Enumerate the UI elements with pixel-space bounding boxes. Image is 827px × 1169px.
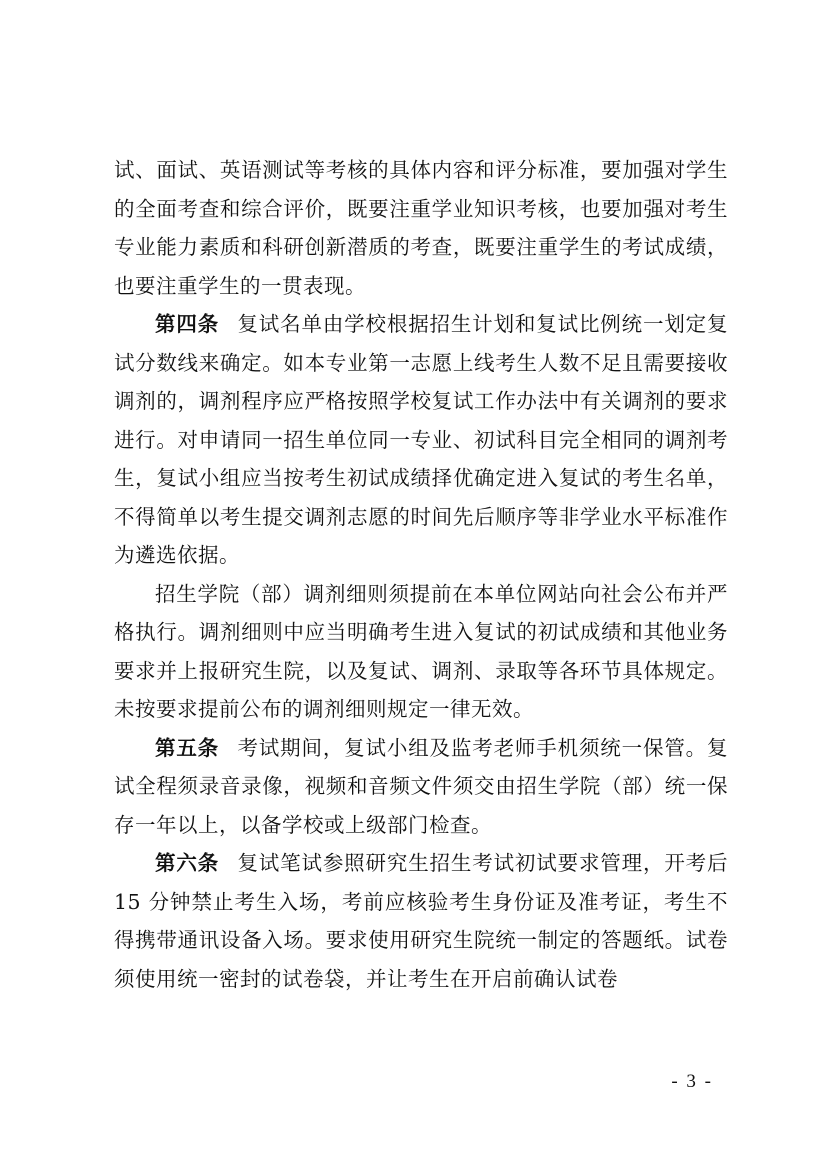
article-text: 复试名单由学校根据招生计划和复试比例统一划定复试分数线来确定。如本专业第一志愿上线考生人数不足且需要接收调剂的，调剂程序应严格按照学校复试工作办法中有关调剂的要求进行。对申请同一招生单位同一专业、初试科目完全相同的调剂考生，复试小组应当按考生初试成绩择优确定进入复试的考生名单，不得简单以考生提交调剂志愿的时间先后顺序等非学业水平标准作为遴选依据。 [114,312,729,567]
article-6 [114,844,728,998]
article-label: 第四条 [155,312,220,336]
article-label: 第五条 [155,735,220,760]
paragraph-adjustment-rules [114,575,728,729]
article-5 [114,729,728,845]
paragraph-continued [114,151,728,305]
article-text: 考试期间，复试小组及监考老师手机须统一保管。复试全程须录音录像，视频和音频文件须交由招生学院（部）统一保存一年以上，以备学校或上级部门检查。 [114,735,729,837]
body-text [114,151,728,998]
paragraph-text: 试、面试、英语测试等考核的具体内容和评分标准，要加强对学生的全面考查和综合评价，既要注重学业知识考核，也要加强对考生专业能力素质和科研创新潜质的考查，既要注重学生的考试成绩，也要注重学生的一贯表现。 [114,158,728,298]
page-number: - 3 - [671,1071,713,1092]
article-4 [114,305,728,575]
article-label: 第六条 [155,851,220,875]
article-text: 复试笔试参照研究生招生考试初试要求管理，开考后 15 分钟禁止考生入场，考前应核验考生身份证及准考证，考生不得携带通讯设备入场。要求使用研究生院统一制定的答题纸。试卷须使用统一密封的试卷袋，并让考生在开启前确认试卷 [114,851,729,991]
paragraph-text: 招生学院（部）调剂细则须提前在本单位网站向社会公布并严格执行。调剂细则中应当明确考生进入复试的初试成绩和其他业务要求并上报研究生院，以及复试、调剂、录取等各环节具体规定。未按要求提前公布的调剂细则规定一律无效。 [114,581,728,721]
